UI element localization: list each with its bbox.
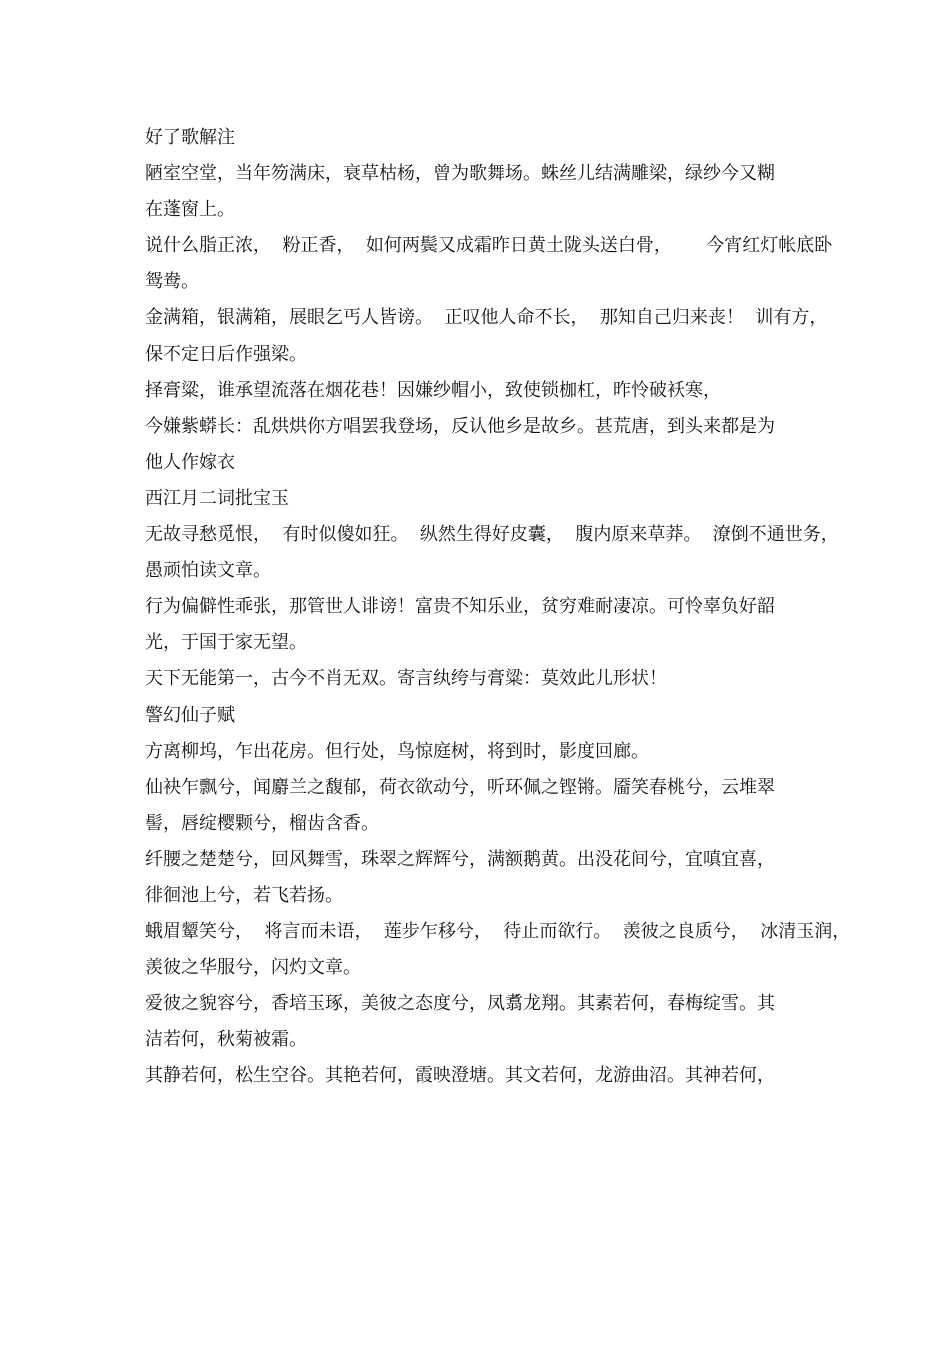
text-line: 择膏粱，谁承望流落在烟花巷！因嫌纱帽小，致使锁枷杠，昨怜破袄寒，: [145, 379, 721, 401]
text-line: 他人作嫁衣: [145, 451, 235, 473]
text-line: 愚顽怕读文章。: [145, 560, 271, 582]
text-line: 行为偏僻性乖张，那管世人诽谤！富贵不知乐业，贫穷难耐凄凉。可怜辜负好韶: [145, 596, 775, 618]
text-line: 其静若何，松生空谷。其艳若何，霞映澄塘。其文若何，龙游曲沼。其神若何，: [145, 1065, 775, 1087]
text-line: 爱彼之貌容兮，香培玉琢，美彼之态度兮，凤翥龙翔。其素若何，春梅绽雪。其: [145, 993, 775, 1015]
document-body: [145, 124, 851, 1099]
text-line: 髻，唇绽樱颗兮，榴齿含香。: [145, 812, 379, 834]
text-line: 在蓬窗上。: [145, 199, 235, 221]
text-line: 羡彼之华服兮，闪灼文章。: [145, 957, 361, 979]
text-line: 保不定日后作强梁。: [145, 343, 307, 365]
text-line: 洁若何，秋菊被霜。: [145, 1029, 307, 1051]
title-xijiangyue: 西江月二词批宝玉: [145, 487, 289, 509]
text-line: 鸳鸯。: [145, 271, 199, 293]
text-line: 陋室空堂，当年笏满床，衰草枯杨，曾为歌舞场。蛛丝儿结满雕梁，绿纱今又糊: [145, 163, 775, 185]
text-line: 仙袂乍飘兮，闻麝兰之馥郁，荷衣欲动兮，听环佩之铿锵。靥笑春桃兮，云堆翠: [145, 776, 775, 798]
text-line: 徘徊池上兮，若飞若扬。: [145, 884, 343, 906]
text-line: 无故寻愁觅恨， 有时似傻如狂。 纵然生得好皮囊， 腹内原来草莽。 潦倒不通世务，: [145, 524, 839, 546]
title-jinghuan-xianzi-fu: 警幻仙子赋: [145, 704, 235, 726]
text-line: 方离柳坞，乍出花房。但行处，鸟惊庭树，将到时，影度回廊。: [145, 740, 649, 762]
text-line: 金满箱，银满箱，展眼乞丐人皆谤。 正叹他人命不长， 那知自己归来丧！ 训有方，: [145, 307, 828, 329]
text-line: 蛾眉颦笑兮， 将言而未语， 莲步乍移兮， 待止而欲行。 羡彼之良质兮， 冰清玉润，: [145, 921, 851, 943]
text-line: 天下无能第一，古今不肖无双。寄言纨绔与膏粱：莫效此儿形状！: [145, 668, 667, 690]
text-line: 今嫌紫蟒长：乱烘烘你方唱罢我登场，反认他乡是故乡。甚荒唐，到头来都是为: [145, 415, 775, 437]
text-line: 说什么脂正浓， 粉正香， 如何两鬓又成霜昨日黄土陇头送白骨， 今宵红灯帐底卧: [145, 235, 833, 257]
title-haoliaoge-jiezhu: 好了歌解注: [145, 127, 235, 148]
text-line: 光，于国于家无望。: [145, 632, 307, 654]
text-line: 纤腰之楚楚兮，回风舞雪，珠翠之辉辉兮，满额鹅黄。出没花间兮，宜嗔宜喜，: [145, 848, 775, 870]
